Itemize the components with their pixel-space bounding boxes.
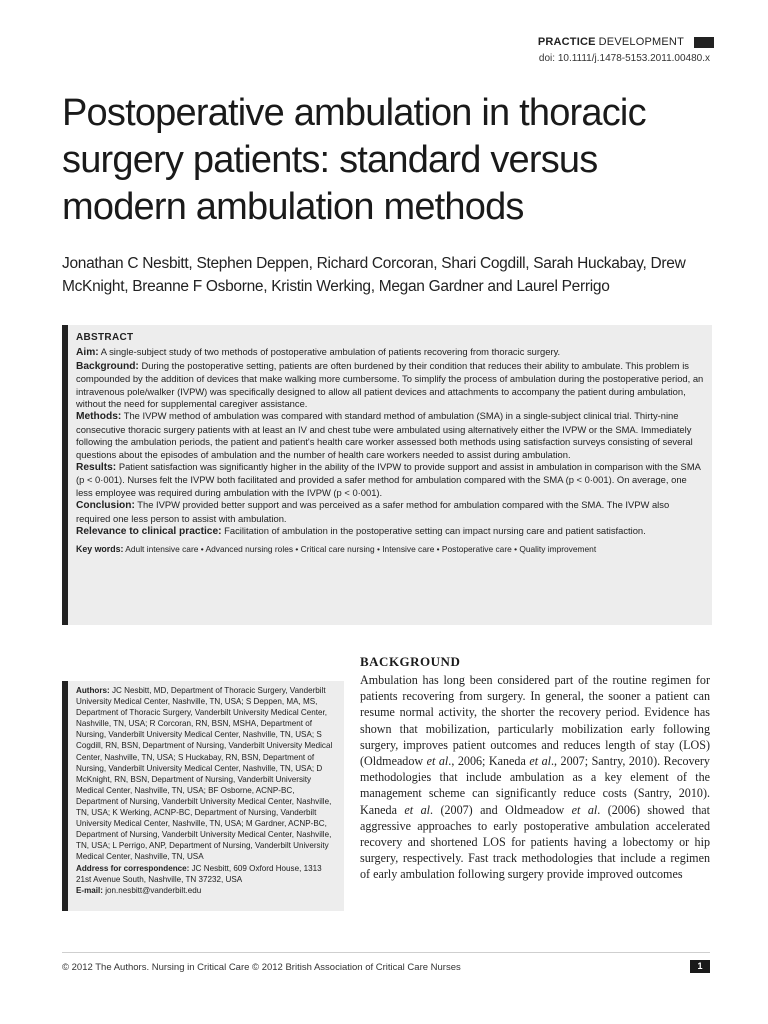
background-text: During the postoperative setting, patients are often burdened by their condition that reduces their ability to ambulate. This problem is compounded by the addition of devices that make walking more cumbersome. To simplify the process of ambulation during the postoperative period, an intravenous pole/walker (IVPW) was specifically designed to allow all patient devices and attachments to accompany the patient during ambulation, without the need for supplemental caregiver assistance. (76, 359, 704, 410)
abstract-conclusion (76, 499, 704, 525)
abstract-results (76, 461, 704, 499)
page-number: 1 (690, 960, 710, 973)
methods-label: Methods: (76, 411, 122, 423)
footer-rule (62, 952, 710, 953)
conclusion-label: Conclusion: (76, 500, 135, 512)
section-label-bold: PRACTICE (537, 36, 596, 48)
bg-text-1: Ambulation has long been considered part of the routine regimen for patients recovering from surgery. In general, the sooner a patient can resume normal activity, the shorter the recovery period. Evidence has shown that mobilization, particularly mobilization early following surgery, improves patient outcomes and reduces length of stay (LOS) (Oldmeadow (360, 673, 710, 769)
bg-etal-1: et al (426, 754, 449, 769)
affiliations-text: JC Nesbitt, MD, Department of Thoracic Surgery, Vanderbilt University Medical Center, Nashville, TN, USA; S Deppen, MA, MS, Department of Thoracic Surgery, Vanderbilt University Medical Center, Nashville, TN, USA; R Corcoran, RN, BSN, MSHA, Department of Nursing, Vanderbilt University Medical Center, Nashville, TN, USA; S Cogdill, RN, BSN, Department of Nursing, Vanderbilt University Medical Center, Nashville, TN, USA; S Huckabay, RN, BSN, Department of Nursing, Vanderbilt University Medical Center, Nashville, TN, USA; D McKnight, RN, BSN, Department of Nursing, Vanderbilt University Medical Center, Nashville, TN, USA; BF Osborne, ACNP-BC, Department of Nursing, Vanderbilt University Medical Center, Nashville, TN, USA; K Werking, ACNP-BC, Department of Nursing, Vanderbilt University Medical Center, Nashville, TN, USA; M Gardner, ACNP-BC, Department of Nursing, Vanderbilt University Medical Center, Nashville, TN, USA; L Perrigo, ANP, Department of Nursing, Vanderbilt University Medical Center, Nashville, TN, USA (76, 686, 333, 862)
affiliations-label: Authors: (76, 686, 110, 695)
bg-etal-4: et al (571, 802, 598, 817)
aim-text: A single-subject study of two methods of postoperative ambulation of patients recovering from thoracic surgery. (100, 346, 561, 358)
results-text: Patient satisfaction was significantly higher in the ability of the IVPW to provide support and assist in ambulation in comparison with the SMA (p < 0·001). Nurses felt the IVPW both facilitated and provided a safer method for ambulation compared with the SMA (p < 0·001). On average, one less employee was required during ambulation with the IVPW (p < 0·001). (76, 461, 701, 498)
correspondence (76, 863, 336, 885)
author-affiliations (76, 685, 336, 863)
running-header (538, 36, 710, 64)
email-label: E-mail: (76, 885, 103, 895)
aim-label: Aim: (76, 347, 99, 359)
email (76, 885, 336, 896)
bg-text-2: ., 2006; Kaneda (448, 754, 530, 769)
abstract-relevance (76, 525, 704, 538)
correspondence-label: Address for correspondence: (76, 863, 190, 873)
email-text: jon.nesbitt@vanderbilt.edu (105, 885, 202, 895)
abstract-methods (76, 410, 704, 461)
footer-copyright: © 2012 The Authors. Nursing in Critical Care © 2012 British Association of Critical Care Nurses (62, 962, 461, 973)
bg-etal-2: et al (529, 754, 551, 769)
bg-etal-3: et al (404, 802, 430, 817)
bg-text-3: ., 2007; Santry, 2010). Recovery methodologies that include ambulation as a key element of the management scheme can significantly reduce costs (Santry, 2010). Kaneda (360, 754, 710, 817)
article-title: Postoperative ambulation in thoracic surgery patients: standard versus modern ambulation methods (62, 92, 646, 228)
background-section (360, 654, 710, 883)
bg-text-4: . (2007) and Oldmeadow (429, 802, 572, 817)
abstract-background (76, 360, 704, 411)
bg-text-5: . (2006) showed that aggressive approaches to early postoperative ambulation accelerated recovery and shortened LOS for patients having a lobectomy or hip surgery, respectively. Fast track methodologies that include a regimen of early ambulation following surgery provide improved outcomes (360, 802, 710, 882)
abstract-box (62, 325, 712, 625)
background-heading: BACKGROUND (360, 654, 461, 669)
section-bar (694, 37, 714, 48)
relevance-label: Relevance to clinical practice: (76, 526, 222, 538)
abstract-keywords (76, 543, 704, 555)
relevance-text: Facilitation of ambulation in the postoperative setting can impact nursing care and patient satisfaction. (224, 525, 646, 537)
abstract-aim (76, 346, 704, 359)
keywords-text: Adult intensive care • Advanced nursing roles • Critical care nursing • Intensive care • Postoperative care • Quality improvement (125, 543, 597, 554)
author-list: Jonathan C Nesbitt, Stephen Deppen, Richard Corcoran, Shari Cogdill, Sarah Huckabay, Drew McKnight, Breanne F Osborne, Kristin Werking, Megan Gardner and Laurel Perrigo (62, 255, 686, 295)
results-label: Results: (76, 462, 117, 474)
section-label-rest: DEVELOPMENT (598, 36, 684, 48)
background-body (360, 672, 710, 883)
abstract-heading: ABSTRACT (76, 332, 134, 343)
background-label: Background: (76, 360, 139, 372)
doi-text: doi: 10.1111/j.1478-5153.2011.00480.x (538, 53, 710, 64)
keywords-label: Key words: (76, 543, 124, 554)
conclusion-text: The IVPW provided better support and was perceived as a safer method for ambulation compared with the SMA. The IVPW also required one less person to assist with ambulation. (76, 499, 670, 524)
correspondence-text: JC Nesbitt, 609 Oxford House, 1313 21st Avenue South, Nashville, TN 37232, USA (76, 863, 322, 884)
methods-text: The IVPW method of ambulation was compared with standard method of ambulation (SMA) in a single-subject clinical trial. Thirty-nine consecutive thoracic surgery patients with at least an IV and chest tube were ambulated using alternatively either the IVPW or the SMA. Immediately following the ambulation periods, the patient and patient's health care worker assessed both methods using satisfaction surveys consisting of several questions about the episodes of ambulation and the number of health care workers needed to assist during ambulation. (76, 410, 693, 460)
author-info-box (62, 681, 344, 911)
section-label (538, 36, 710, 48)
